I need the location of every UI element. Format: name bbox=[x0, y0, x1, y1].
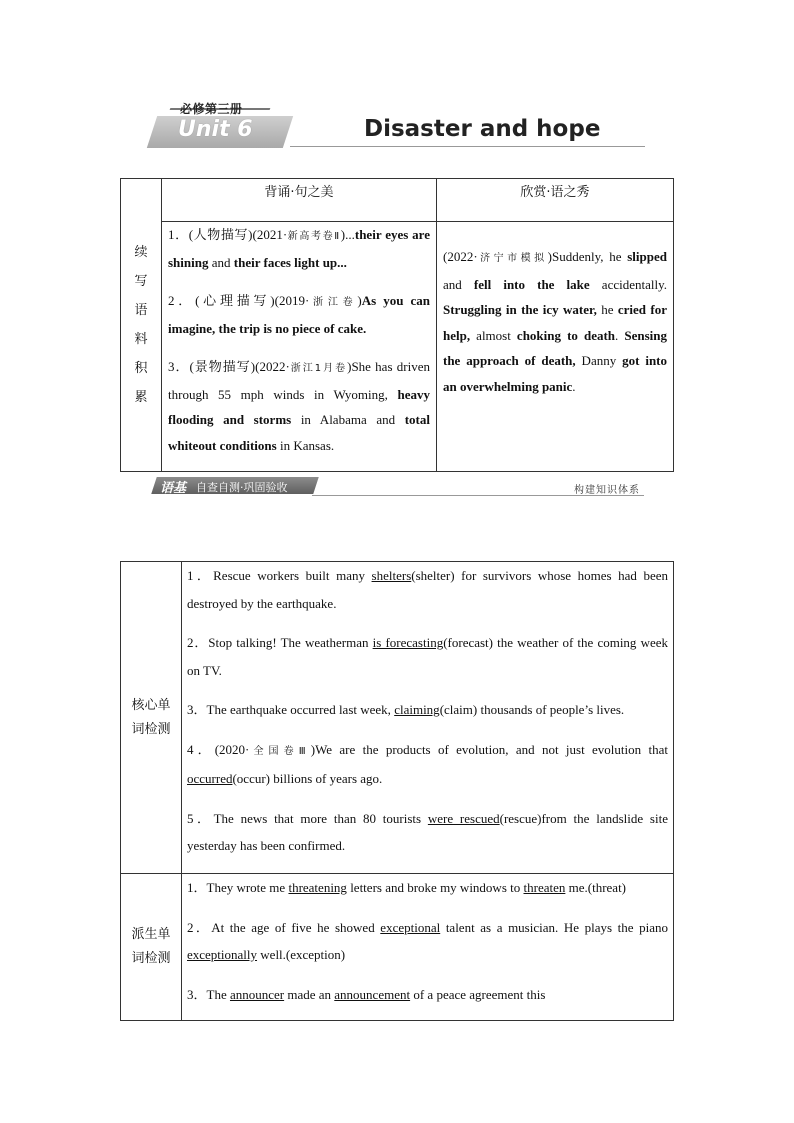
list-item: 2．At the age of five he showed exceptional talent as a musician. He plays the piano exceptionally well.(exception) bbox=[187, 919, 668, 962]
table-row bbox=[121, 874, 674, 1021]
unit-label: Unit 6 bbox=[178, 117, 253, 142]
list-item: 2．Stop talking! The weatherman is forecasting(forecast) the weather of the coming week on TV. bbox=[187, 635, 669, 678]
list-item: 1．Rescue workers built many shelters(shelter) for survivors whose homes had been destroyed by the earthquake. bbox=[187, 568, 668, 611]
vocabulary-exercise-table bbox=[120, 561, 674, 1021]
appreciation-passage: (2022·济宁市模拟)Suddenly, he slipped and fell into the lake accidentally. Struggling in the icy water, he cried for help, almost choking to death. Sensing the approach of death, Danny got into an overwhelming panic. bbox=[437, 222, 674, 472]
unit-title: Disaster and hope bbox=[364, 116, 601, 142]
list-item: 5．The news that more than 80 tourists were rescued(rescue)from the landslide site yesterday has been confirmed. bbox=[187, 810, 668, 853]
section-tab-bold: 语基 bbox=[160, 481, 187, 496]
col1-header: 背诵·句之美 bbox=[162, 179, 437, 222]
writing-side-label: 续 写 语 料 积 累 bbox=[121, 179, 162, 472]
list-item: 1．They wrote me threatening letters and broke my windows to threaten me.(threat) bbox=[187, 880, 627, 895]
list-item: 3．The earthquake occurred last week, claiming(claim) thousands of people’s lives. bbox=[187, 702, 625, 717]
core-words-label: 核心单 词检测 bbox=[121, 562, 182, 874]
section-tab-text: 自查自测·巩固验收 bbox=[196, 481, 288, 494]
list-item: 3．(景物描写)(2022·浙江1月卷)She has driven through 55 mph winds in Wyoming, heavy flooding and storms in Alabama and total whiteout conditions in Kansas. bbox=[168, 359, 430, 453]
page-header bbox=[150, 98, 645, 153]
col2-header: 欣赏·语之秀 bbox=[437, 179, 674, 222]
book-label: 必修第三册 bbox=[180, 102, 243, 116]
derived-words-label: 派生单 词检测 bbox=[121, 874, 182, 1021]
derived-words-exercises bbox=[182, 874, 674, 1021]
header-divider bbox=[290, 146, 645, 147]
recite-sentences bbox=[162, 222, 437, 472]
table-row bbox=[121, 562, 674, 874]
section-right-label: 构建知识体系 bbox=[574, 485, 640, 496]
list-item: 2．(心理描写)(2019·浙江卷)As you can imagine, the trip is no piece of cake. bbox=[168, 293, 430, 336]
writing-material-table bbox=[120, 178, 674, 472]
section-strip bbox=[152, 477, 644, 497]
list-item: 3．The announcer made an announcement of a peace agreement this bbox=[187, 986, 546, 1002]
list-item: 4．(2020·全国卷Ⅲ)We are the products of evolution, and not just evolution that occurred(occur) billions of years ago. bbox=[187, 741, 668, 786]
core-words-exercises bbox=[182, 562, 674, 874]
list-item: 1．(人物描写)(2021·新高考卷Ⅱ)...their eyes are shining and their faces light up... bbox=[168, 227, 430, 270]
